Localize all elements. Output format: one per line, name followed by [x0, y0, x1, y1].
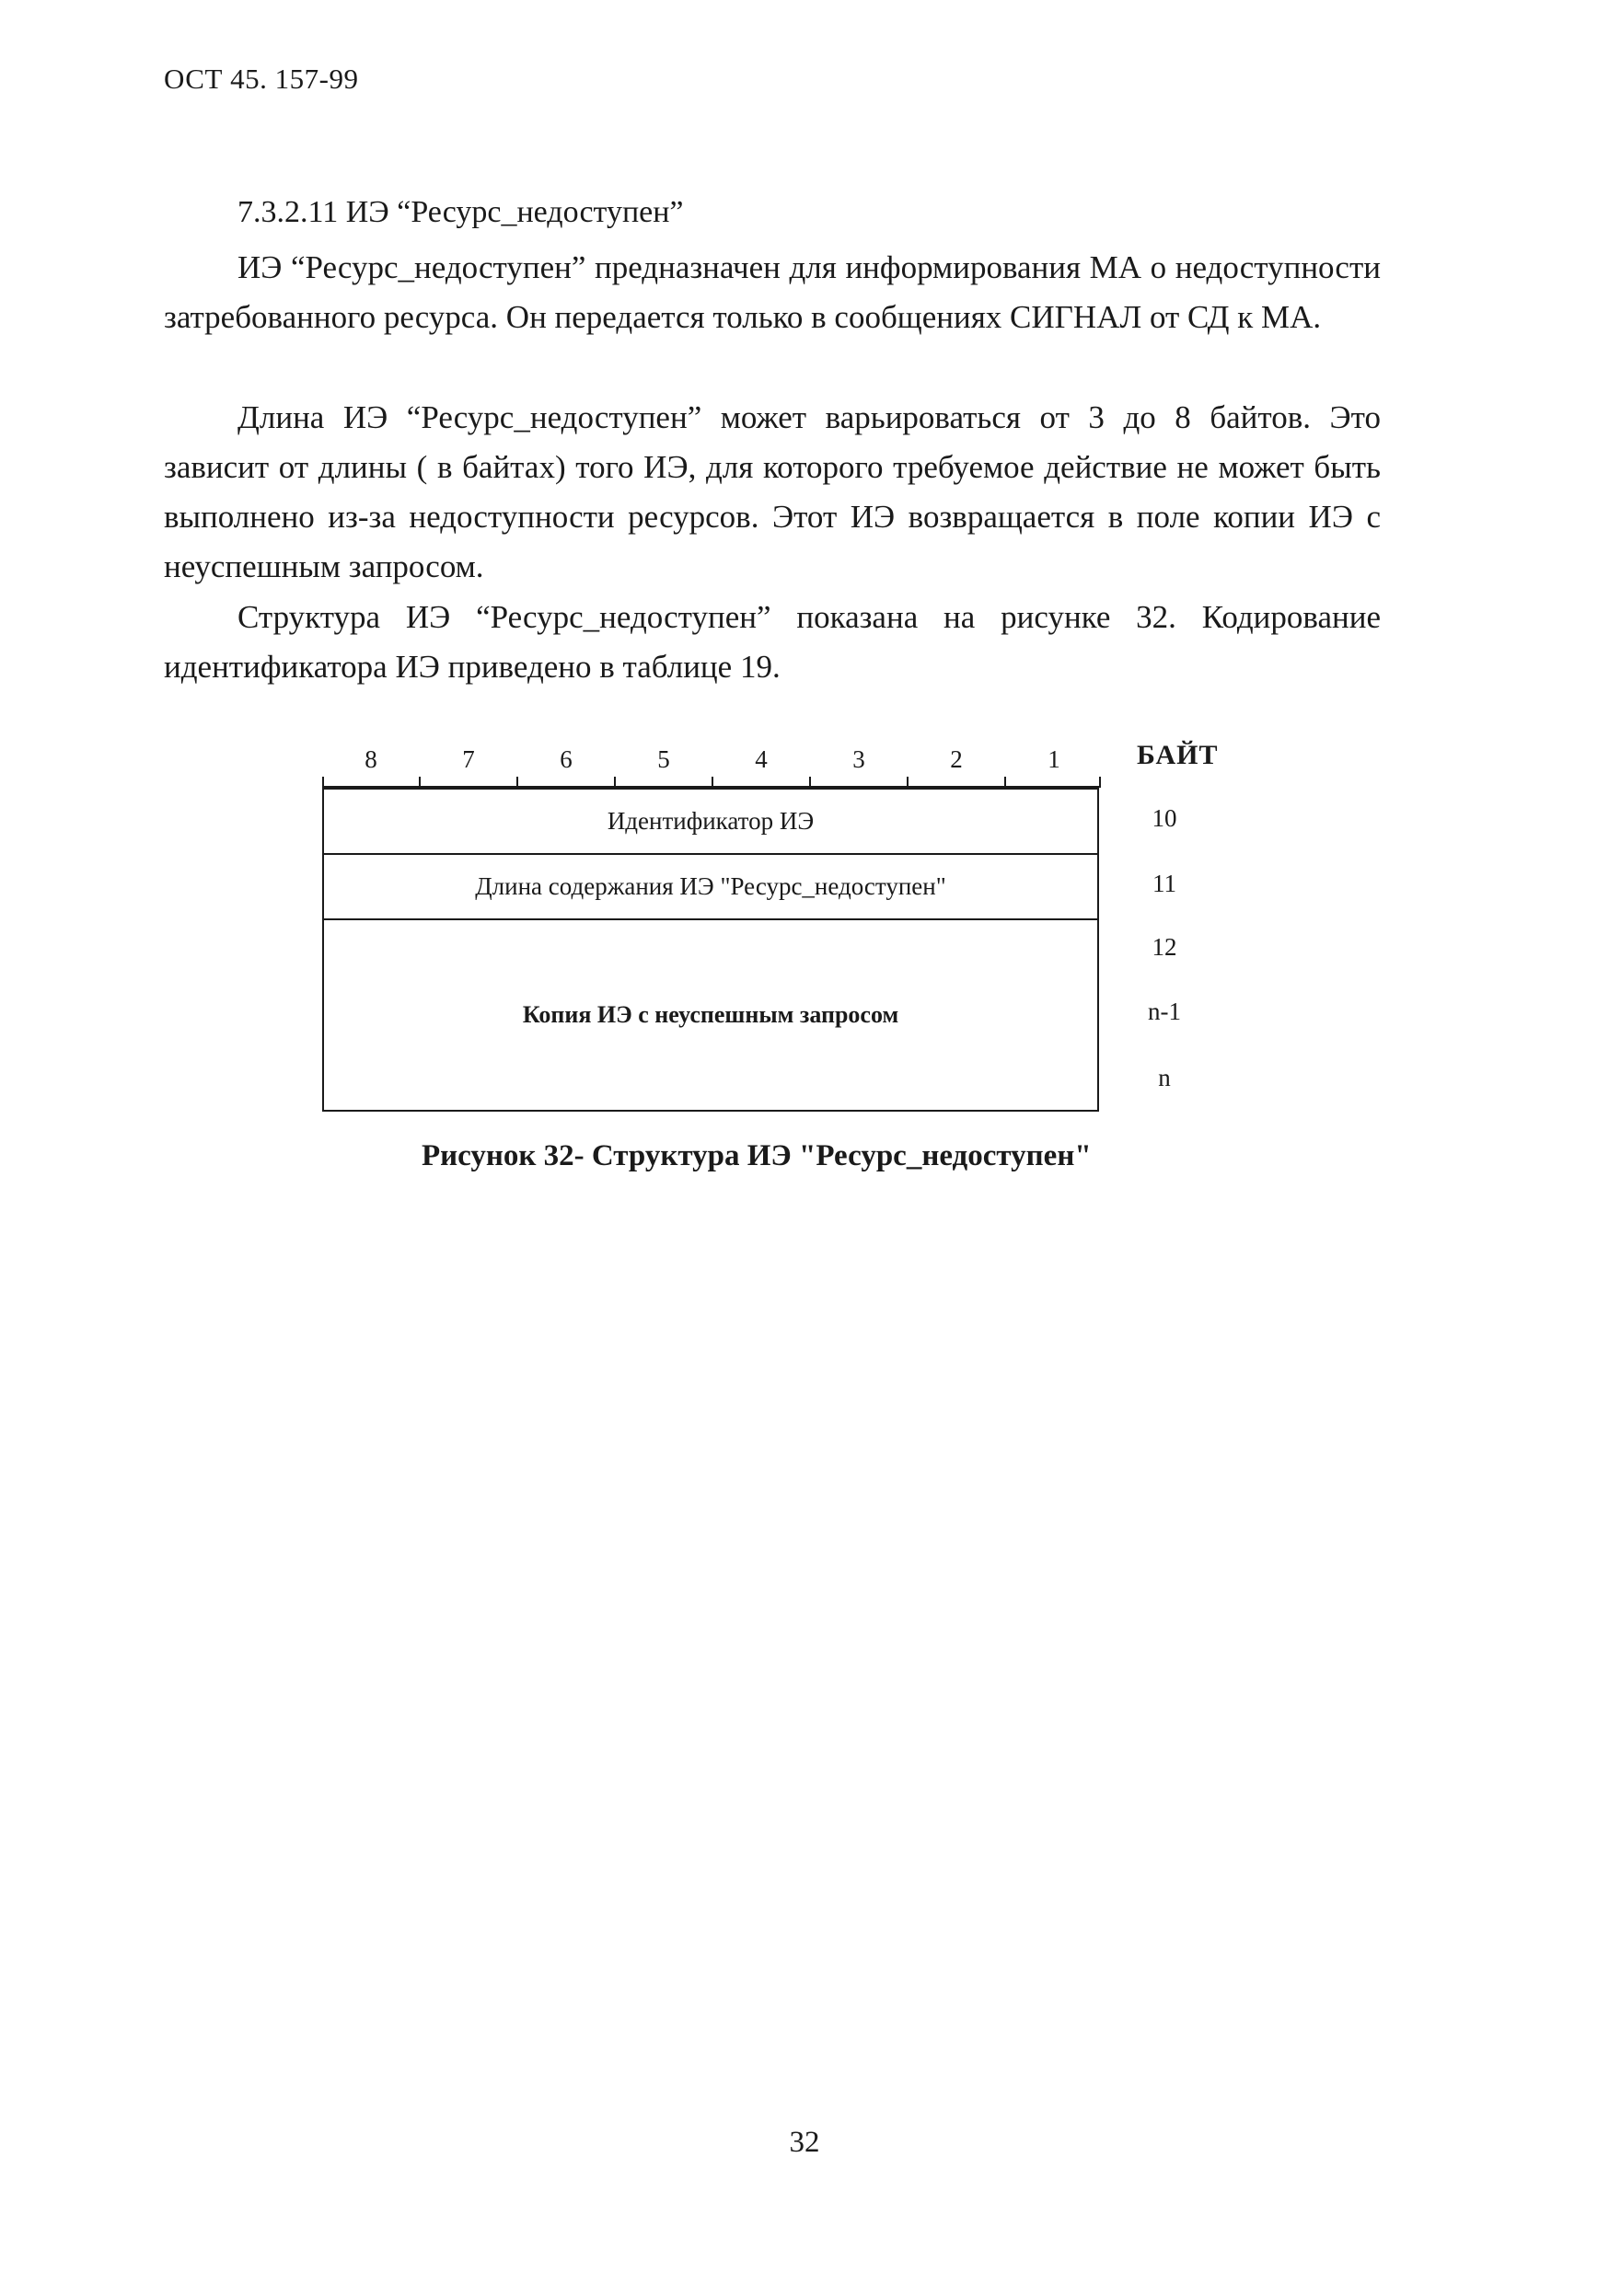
- ruler-tick: [516, 777, 518, 788]
- field-label: Длина содержания ИЭ "Ресурс_недоступен": [475, 872, 946, 900]
- bit-number: 2: [950, 745, 963, 773]
- bit-number: 7: [462, 745, 475, 773]
- structure-figure: [322, 736, 1243, 1132]
- ruler-tick: [614, 777, 616, 788]
- bit-number: 6: [560, 745, 573, 773]
- bit-number: 5: [657, 745, 670, 773]
- field-label: Идентификатор ИЭ: [607, 807, 815, 835]
- field-ie-identifier: [322, 788, 1099, 855]
- ruler-tick: [1004, 777, 1006, 788]
- figure-caption: Рисунок 32- Структура ИЭ "Ресурс_недоступен": [422, 1139, 1092, 1172]
- ruler-tick: [712, 777, 713, 788]
- bit-number: 1: [1048, 745, 1060, 773]
- ruler-tick: [907, 777, 909, 788]
- document-code: ОСТ 45. 157-99: [164, 63, 359, 95]
- byte-number: n-1: [1148, 998, 1181, 1025]
- byte-number: 11: [1152, 870, 1176, 897]
- bit-number: 4: [755, 745, 768, 773]
- bit-number: 8: [365, 745, 377, 773]
- ruler-tick: [419, 777, 421, 788]
- paragraph-length: Длина ИЭ “Ресурс_недоступен” может варьироваться от 3 до 8 байтов. Это зависит от длины ( в байтах) того ИЭ, для которого требуемое действие не может быть выполнено из-за недоступности ресурсов. Этот ИЭ возвращается в поле копии ИЭ с неуспешным запросом.: [164, 399, 1381, 584]
- section-heading: 7.3.2.11 ИЭ “Ресурс_недоступен”: [237, 195, 684, 229]
- byte-number: 10: [1152, 804, 1177, 832]
- ruler-tick: [809, 777, 811, 788]
- field-failed-request-copy: [322, 918, 1099, 1112]
- byte-number: 12: [1152, 933, 1177, 961]
- field-label: Копия ИЭ с неуспешным запросом: [522, 1001, 899, 1028]
- ruler-tick: [322, 777, 324, 788]
- paragraph-purpose: ИЭ “Ресурс_недоступен” предназначен для информирования МА о недоступности затребованного ресурса. Он передается только в сообщениях СИГНАЛ от СД к МА.: [164, 249, 1381, 335]
- bit-number: 3: [852, 745, 865, 773]
- page-number: 32: [789, 2126, 820, 2159]
- byte-number: n: [1158, 1064, 1171, 1091]
- byte-column-header: БАЙТ: [1137, 740, 1219, 770]
- paragraph-structure: Структура ИЭ “Ресурс_недоступен” показана на рисунке 32. Кодирование идентификатора ИЭ приведено в таблице 19.: [164, 599, 1381, 685]
- bit-ruler: [322, 736, 1101, 791]
- ruler-tick: [1099, 777, 1101, 788]
- field-content-length: [322, 853, 1099, 920]
